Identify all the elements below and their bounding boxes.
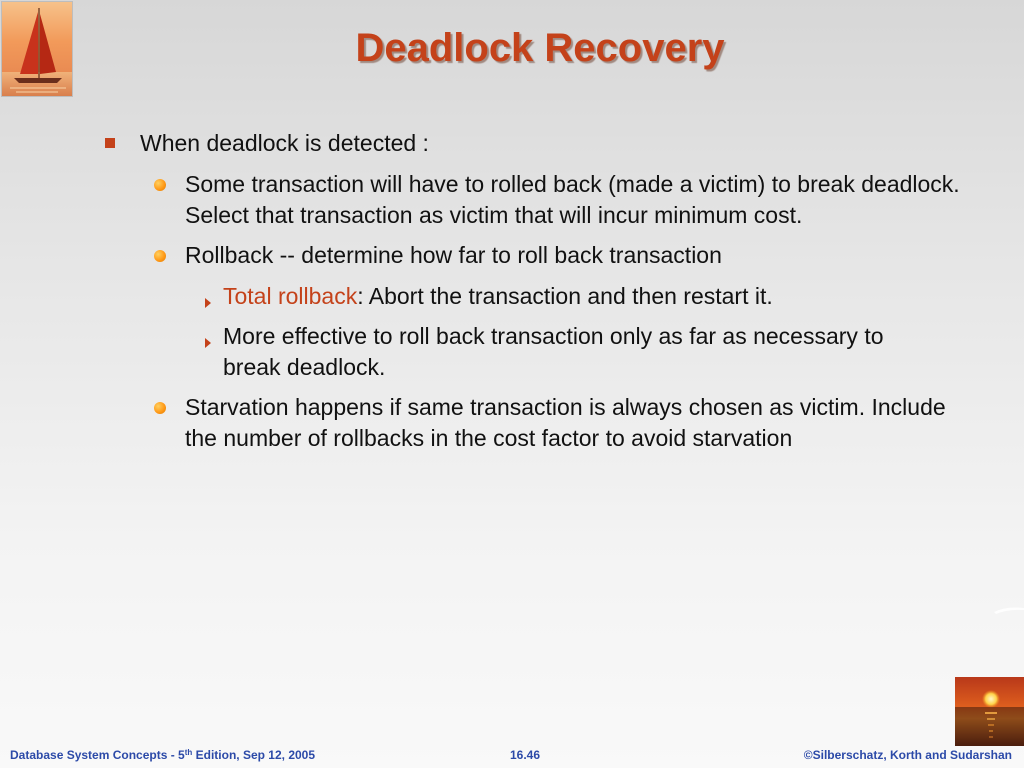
bullet-level3	[100, 321, 943, 382]
square-bullet-icon	[105, 138, 115, 148]
footer-copyright: ©Silberschatz, Korth and Sudarshan	[803, 748, 1012, 762]
bullet-level2	[100, 240, 960, 271]
bullet-level2	[100, 169, 960, 230]
swoosh-decoration	[994, 600, 1024, 620]
page-number: 16.46	[510, 748, 541, 762]
bullet-text: : Abort the transaction and then restart it.	[357, 282, 773, 309]
triangle-bullet-icon	[204, 288, 212, 304]
footer-left-superscript: th	[184, 748, 193, 757]
sunset-image	[955, 677, 1024, 746]
slide-content	[100, 128, 960, 463]
bullet-text: Rollback -- determine how far to roll back transaction	[185, 242, 722, 268]
bullet-text: Starvation happens if same transaction is always chosen as victim. Include the number of rollbacks in the cost factor to avoid starvation	[185, 394, 946, 451]
sunset-icon	[955, 677, 1024, 746]
dot-bullet-icon	[154, 179, 166, 191]
footer-left-text: Database System Concepts - 5	[10, 748, 185, 762]
bullet-level2	[100, 392, 960, 453]
bullet-level3	[100, 281, 943, 312]
slide-footer	[0, 745, 1024, 765]
bullet-level1	[100, 128, 960, 159]
bullet-text: More effective to roll back transaction only as far as necessary to break deadlock.	[223, 323, 884, 380]
slide-title: Deadlock Recovery	[355, 26, 725, 70]
footer-left-date: Edition, Sep 12, 2005	[192, 748, 316, 762]
bullet-text: Some transaction will have to rolled back (made a victim) to break deadlock. Select that transaction as victim that will incur minimum cost.	[185, 171, 960, 228]
dot-bullet-icon	[154, 250, 166, 262]
emphasized-term: Total rollback	[223, 282, 358, 309]
triangle-bullet-icon	[204, 328, 212, 344]
dot-bullet-icon	[154, 402, 166, 414]
bullet-text: When deadlock is detected :	[140, 130, 429, 156]
footer-book-title	[10, 748, 315, 762]
